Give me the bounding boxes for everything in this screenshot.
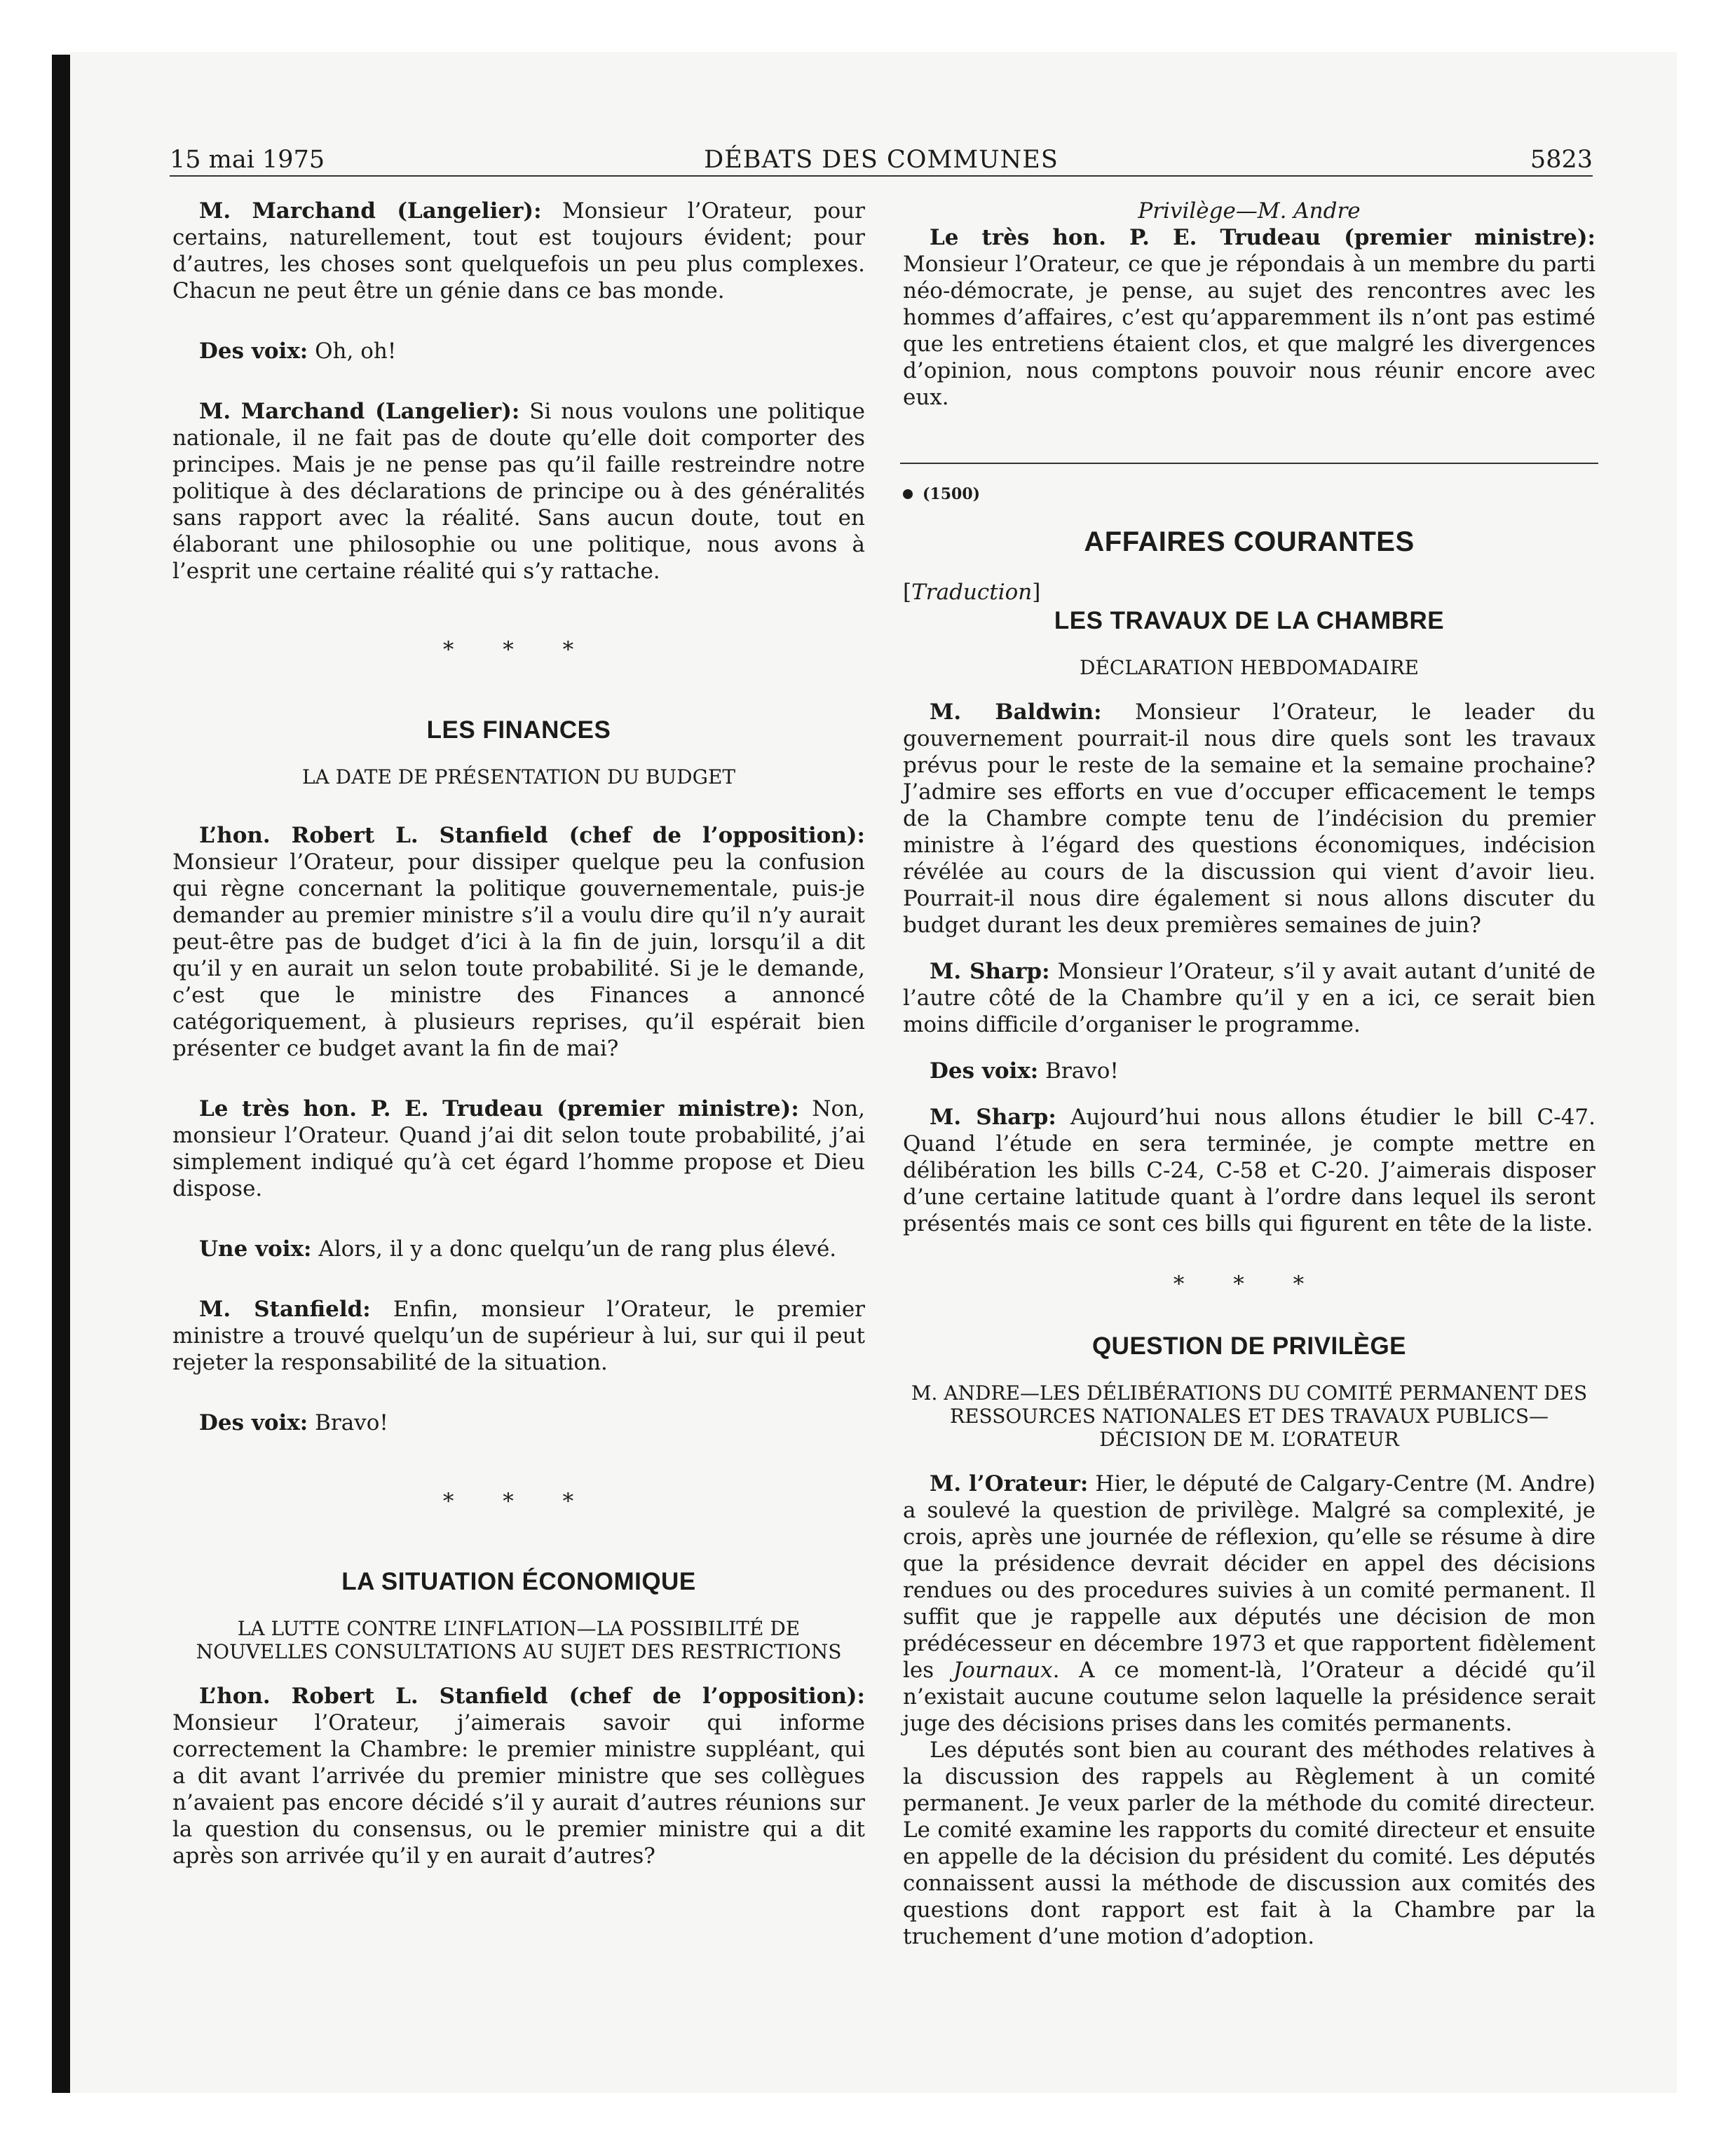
time-marker — [903, 484, 1595, 505]
section-heading: AFFAIRES COURANTES — [1084, 526, 1415, 557]
speaker-name: M. Baldwin: — [930, 700, 1102, 725]
header-title: DÉBATS DES COMMUNES — [704, 146, 1059, 174]
speaker-name: Des voix: — [930, 1058, 1039, 1084]
scan-border — [52, 55, 70, 2093]
paragraph — [172, 1236, 865, 1262]
speaker-name: M. l’Orateur: — [930, 1471, 1089, 1496]
speech-text: Monsieur l’Orateur, pour certains, naturellement, tout est toujours évident; pour d’autres, les choses sont quelquefois un peu plus complexes. Chacun ne peut être un génie dans ce bas monde. — [172, 198, 865, 303]
speech-text: Aujourd’hui nous allons étudier le bill C-47. Quand l’étude en sera terminée, je compte mettre en délibération les bills C-24, C-58 et C-20. J’aimerais disposer d’une certaine latitude quant à l’ordre dans lequel ils seront présentés mais ce sont ces bills qui figurent en tête de la liste. — [903, 1105, 1595, 1236]
speaker-name: M. Stanfield: — [199, 1297, 371, 1322]
speaker-name: L’hon. Robert L. Stanfield (chef de l’opposition): — [199, 1684, 865, 1709]
paragraph — [172, 1683, 865, 1869]
speech-text: . A ce moment-là, l’Orateur a décidé qu’il n’existait aucune coutume selon laquelle la présidence serait juge des décisions prises dans les comités permanents. — [903, 1658, 1596, 1736]
speaker-name: M. Sharp: — [930, 1105, 1056, 1130]
section-separator: * * * — [442, 637, 595, 662]
paragraph — [903, 699, 1595, 939]
speech-text: Monsieur l’Orateur, pour dissiper quelque peu la confusion qui règne concernant la politique gouvernementale, puis-je demander au premier ministre s’il a voulu dire qu’il n’y aurait peut-être pas de budget d’ici à la fin de juin, lorsqu’il a dit qu’il y en aurait un selon toute probabilité. Si je le demande, c’est que le ministre des Finances a annoncé catégoriquement, à plusieurs reprises, qu’il espérait bien présenter ce budget avant la fin de mai? — [172, 850, 865, 1061]
speech-text: Alors, il y a donc quelqu’un de rang plus élevé. — [311, 1236, 837, 1262]
speech-text: Les députés sont bien au courant des méthodes relatives à la discussion des rappels au Règlement à un comité permanent. Je veux parler de la méthode du comité directeur. Le comité examine les rapports du comité directeur et ensuite en appelle de la décision du président du comité. Les députés connaissent aussi la méthode de discussion aux comités des questions dont rapport est fait à la Chambre par la truchement d’une motion d’adoption. — [903, 1738, 1595, 1949]
section-heading: LES FINANCES — [426, 716, 611, 744]
speech-text: Bravo! — [308, 1410, 388, 1435]
left-column — [172, 198, 865, 1869]
speech-text: Oh, oh! — [308, 339, 397, 364]
speaker-name: Une voix: — [199, 1236, 312, 1262]
subheading: LA DATE DE PRÉSENTATION DU BUDGET — [301, 765, 736, 789]
section-separator: * * * — [442, 1489, 595, 1514]
paragraph — [172, 398, 865, 585]
translation-label: Traduction — [911, 580, 1033, 605]
speech-text: Monsieur l’Orateur, ce que je répondais à un membre du parti néo-démocrate, je pense, au sujet des rencontres avec les hommes d’affaires, c’est qu’apparemment ils n’ont pas estimé que les entretiens étaient clos, et que malgré les divergences d’opinion, nous comptons pouvoir nous réunir encore avec eux. — [903, 252, 1595, 410]
speaker-name: Des voix: — [199, 339, 308, 364]
right-column — [903, 198, 1595, 1950]
subheading: DÉCLARATION HEBDOMADAIRE — [1080, 656, 1419, 679]
paragraph — [903, 1737, 1595, 1950]
speaker-name: M. Sharp: — [930, 959, 1050, 984]
paragraph — [172, 338, 865, 364]
speech-text: Bravo! — [1038, 1058, 1119, 1084]
paragraph — [903, 224, 1595, 411]
paragraph — [172, 1410, 865, 1436]
paragraph — [903, 1471, 1595, 1737]
page-number: 5823 — [1530, 146, 1593, 174]
running-head: Privilège—M. Andre — [1138, 198, 1361, 224]
subheading: LA LUTTE CONTRE L’INFLATION—LA POSSIBILITÉ DE NOUVELLES CONSULTATIONS AU SUJET DES RESTRICTIONS — [196, 1617, 842, 1663]
paragraph — [903, 1104, 1595, 1237]
section-separator: * * * — [1173, 1271, 1326, 1297]
speech-text: Monsieur l’Orateur, le leader du gouvernement pourrait-il nous dire quels sont les travaux prévus pour le reste de la semaine et la semaine prochaine? J’admire ses efforts en vue d’occuper efficacement le temps de la Chambre compte tenu de l’indécision du premier ministre à l’égard des questions économiques, indécision révélée au cours de la discussion qui vient d’avoir lieu. Pourrait-il nous dire également si nous allons discuter du budget durant les deux premières semaines de juin? — [903, 700, 1596, 938]
speech-text: Si nous voulons une politique nationale, il ne fait pas de doute qu’elle doit comporter des principes. Mais je ne pense pas qu’il faille restreindre notre politique à des déclarations de principe ou à des généralités sans rapport avec la réalité. Sans aucun doute, tout en élaborant une philosophie ou une politique, nous avons à l’esprit une certaine réalité qui s’y rattache. — [172, 399, 865, 584]
paragraph — [903, 958, 1595, 1038]
speaker-name: M. Marchand (Langelier): — [199, 399, 520, 424]
journal-title: Journaux — [953, 1658, 1053, 1683]
paragraph — [172, 1296, 865, 1376]
page-header — [170, 144, 1593, 177]
translation-note: [Traduction] — [903, 580, 1041, 605]
speech-text: Hier, le député de Calgary-Centre (M. Andre) a soulevé la question de privilège. Malgré sa complexité, je crois, après une journée de réflexion, qu’elle se résume à dire que la présidence devrait décider en appel des décisions rendues ou des procedures suivies à un comité permanent. Il suffit que je rappelle aux députés une décision de mon prédécesseur en décembre 1973 et que rapportent fidèlement les — [903, 1471, 1596, 1683]
speaker-name: L’hon. Robert L. Stanfield (chef de l’opposition): — [199, 823, 865, 848]
speech-text: Monsieur l’Orateur, j’aimerais savoir qui informe correctement la Chambre: le premier ministre suppléant, qui a dit avant l’arrivée du premier ministre que ses collègues n’avaient pas encore décidé s’il y aurait d’autres réunions sur la question du consensus, ou le premier ministre qui a dit après son arrivée qu’il y en aurait d’autres? — [172, 1710, 865, 1869]
speaker-name: Le très hon. P. E. Trudeau (premier ministre): — [199, 1096, 799, 1121]
paragraph — [903, 1058, 1595, 1084]
speaker-name: M. Marchand (Langelier): — [199, 198, 542, 224]
section-heading: QUESTION DE PRIVILÈGE — [1091, 1332, 1407, 1360]
paragraph — [172, 822, 865, 1062]
bullet-icon — [903, 489, 913, 499]
speech-text: Non, monsieur l’Orateur. Quand j’ai dit selon toute probabilité, j’ai simplement indiqué qu’à cet égard l’homme propose et Dieu dispose. — [172, 1096, 865, 1201]
header-date: 15 mai 1975 — [170, 146, 325, 174]
section-heading: LES TRAVAUX DE LA CHAMBRE — [1054, 607, 1445, 634]
paragraph — [172, 198, 865, 304]
speech-text: Enfin, monsieur l’Orateur, le premier ministre a trouvé quelqu’un de supérieur à lui, sur qui il peut rejeter la responsabilité de la situation. — [172, 1297, 866, 1375]
paragraph — [172, 1096, 865, 1202]
speech-text: Monsieur l’Orateur, s’il y avait autant d’unité de l’autre côté de la Chambre qu’il y en a ici, ce serait bien moins difficile d’organiser le programme. — [903, 959, 1595, 1037]
time-value: (1500) — [923, 485, 981, 503]
subheading: M. ANDRE—LES DÉLIBÉRATIONS DU COMITÉ PERMANENT DES RESSOURCES NATIONALES ET DES TRAVAUX PUBLICS—DÉCISION DE M. L’ORATEUR — [911, 1381, 1588, 1451]
speaker-name: Des voix: — [199, 1410, 308, 1435]
section-heading: LA SITUATION ÉCONOMIQUE — [341, 1568, 696, 1595]
speaker-name: Le très hon. P. E. Trudeau (premier ministre): — [930, 225, 1595, 250]
